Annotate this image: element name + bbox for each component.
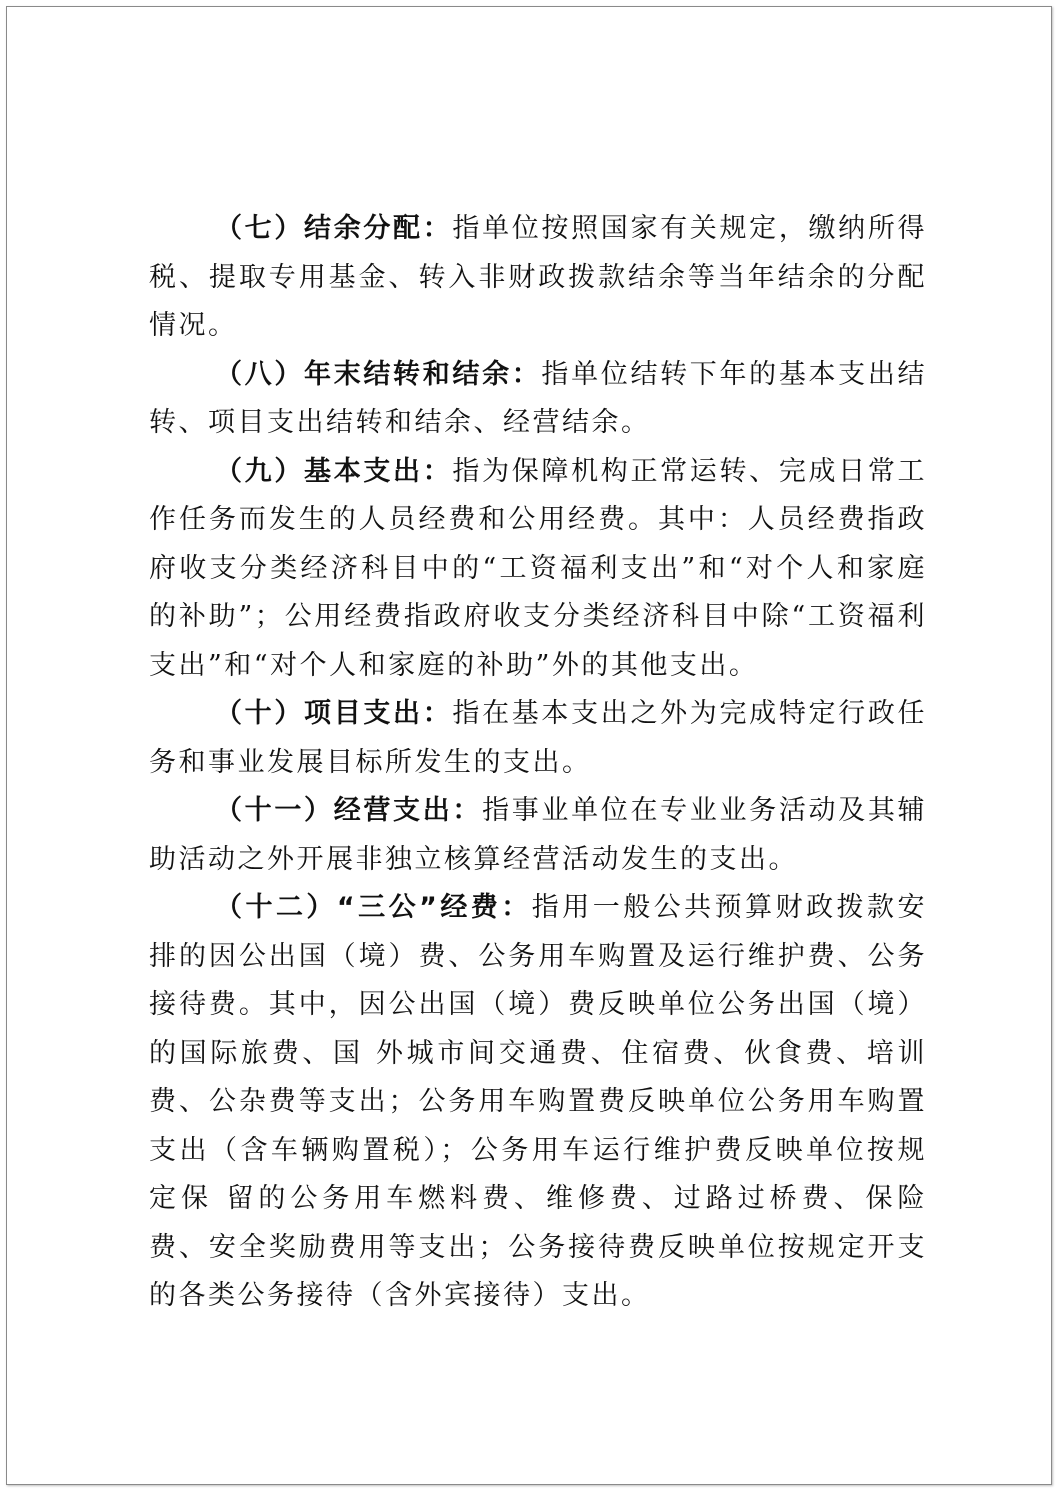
term-definition: 指单位按照国家有关规定，缴纳所得税、提取专用基金、转入非财政拨款结余等当年结余的分配情况。 [149, 213, 928, 341]
paragraph-year-end-carryover [149, 351, 927, 448]
term-heading: （八）年末结转和结余： [215, 358, 542, 390]
term-definition: 指单位结转下年的基本支出结转、项目支出结转和结余、经营结余。 [149, 358, 928, 438]
term-heading: （十二）“三公”经费： [215, 892, 532, 923]
paragraph-three-public-expenses [149, 884, 927, 1321]
term-heading: （七）结余分配： [215, 213, 453, 244]
paragraph-surplus-distribution [149, 205, 927, 351]
term-heading: （十一）经营支出： [215, 795, 483, 826]
term-heading: （十）项目支出： [215, 698, 453, 729]
paragraph-operating-expenditure [149, 787, 927, 884]
term-definition: 指在基本支出之外为完成特定行政任务和事业发展目标所发生的支出。 [149, 698, 928, 778]
term-definition: 指用一般公共预算财政拨款安排的因公出国（境）费、公务用车购置及运行维护费、公务接待费。其中，因公出国（境）费反映单位公务出国（境）的国际旅费、国 外城市间交通费、住宿费、伙食费、培训费、公杂费等支出；公务用车购置费反映单位公务用车购置支出（含车辆购置税）；公务用车运行维护费反映单位按规定保 留的公务用车燃料费、维修费、过路过桥费、保险费、安全奖励费用等支出；公务接待费反映单位按规定开支的各类公务接待（含外宾接待）支出。 [149, 892, 928, 1311]
paragraph-project-expenditure [149, 690, 927, 787]
term-heading: （九）基本支出： [215, 455, 453, 487]
paragraph-basic-expenditure [149, 448, 927, 691]
term-definition: 指为保障机构正常运转、完成日常工作任务而发生的人员经费和公用经费。其中：人员经费指政府收支分类经济科目中的“工资福利支出”和“对个人和家庭的补助”；公用经费指政府收支分类经济科目中除“工资福利支出”和“对个人和家庭的补助”外的其他支出。 [149, 455, 928, 681]
document-body [149, 205, 927, 1321]
document-page [6, 6, 1052, 1485]
term-definition: 指事业单位在专业业务活动及其辅助活动之外开展非独立核算经营活动发生的支出。 [149, 795, 928, 875]
